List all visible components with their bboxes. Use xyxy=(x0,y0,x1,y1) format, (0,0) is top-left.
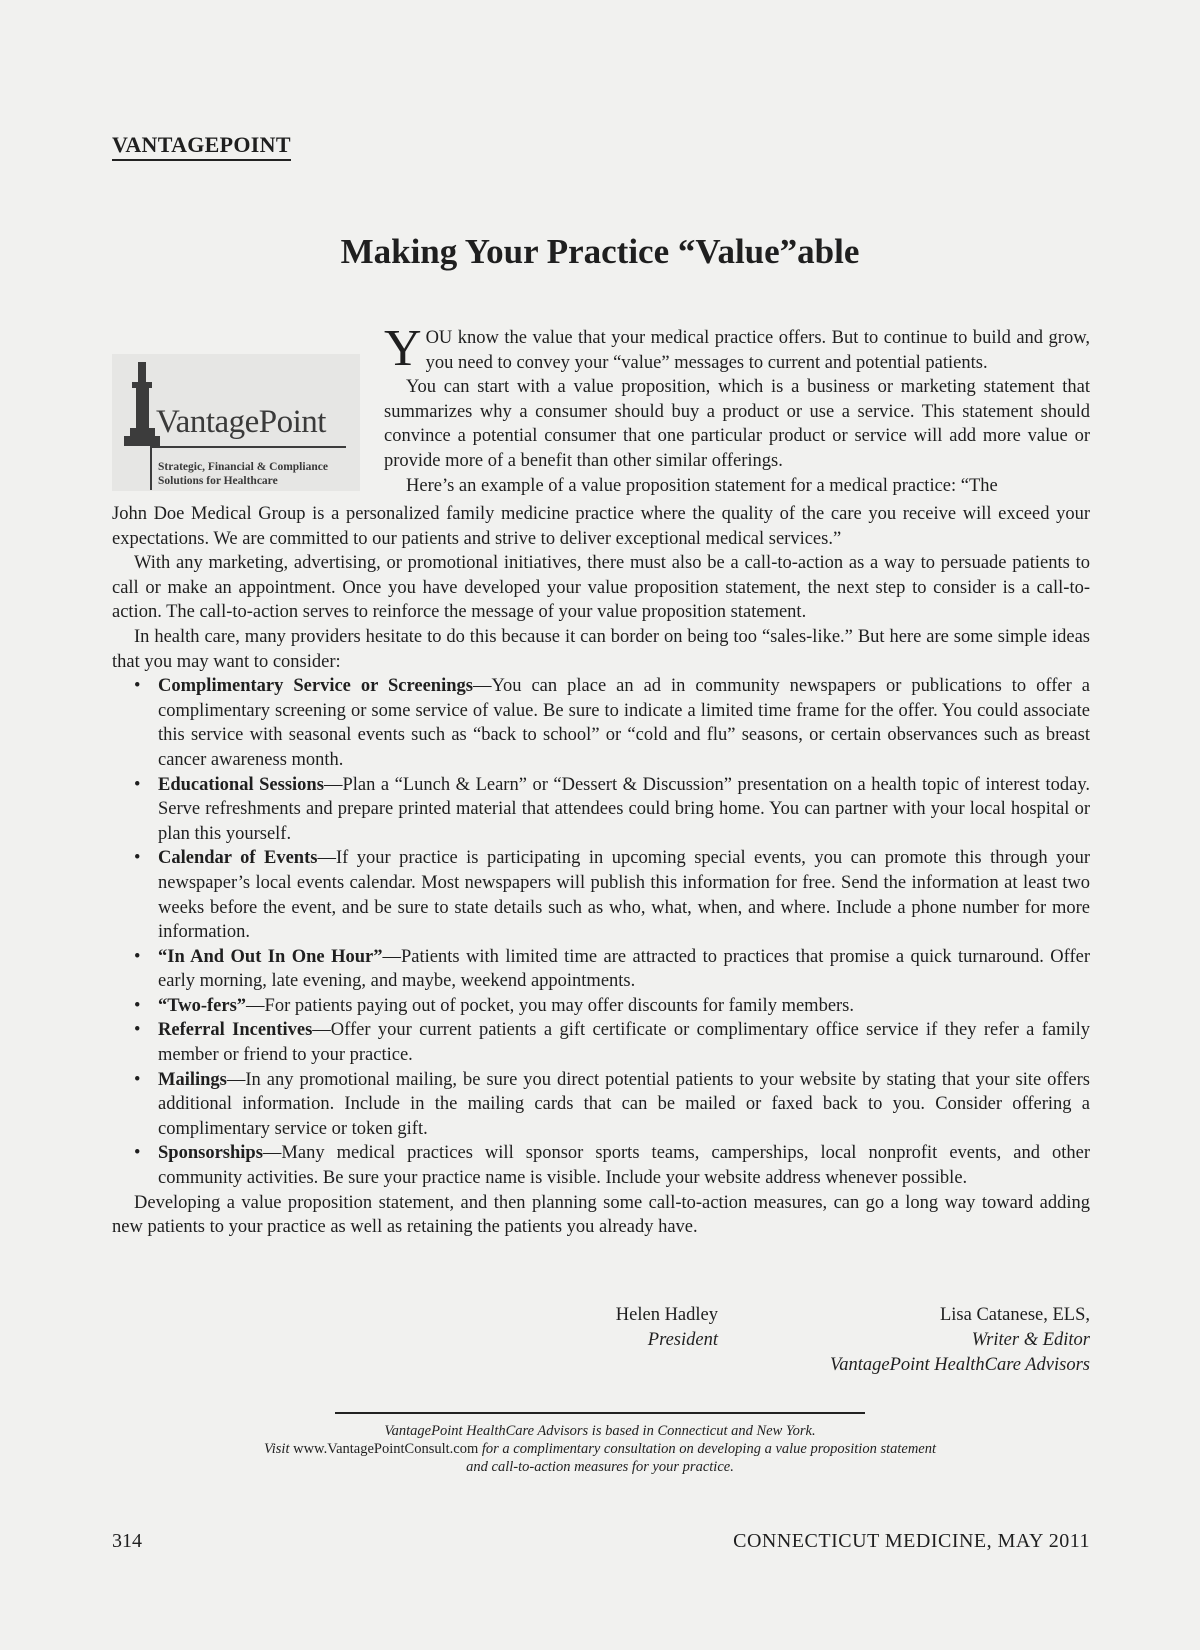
list-item-text: —In any promotional mailing, be sure you direct potential patients to your website by stating that your site offers additional information. Include in the mailing cards that can be mailed or faxed back to you. Consider offering a complimentary service or token gift. xyxy=(158,1069,1090,1139)
list-item-term: “Two-fers” xyxy=(158,995,247,1016)
list-item xyxy=(134,773,1091,847)
list-item xyxy=(134,994,1090,1019)
footnote-divider xyxy=(335,1412,865,1414)
list-item-term: Sponsorships xyxy=(158,1143,263,1164)
signature-president xyxy=(616,1303,718,1353)
intro-paragraph-2: You can start with a value proposition, which is a business or marketing statement that summarizes why a consumer should buy a product or use a service. This statement should convince a potential consumer that one particular product or service will add more value or provide more of a benefit than other similar offerings. xyxy=(384,377,1090,471)
intro-paragraph-1 xyxy=(384,320,1090,377)
bullet-icon: • xyxy=(134,946,141,967)
list-item xyxy=(134,674,1090,772)
logo-tagline-line2: Solutions for Healthcare xyxy=(158,475,278,487)
body-paragraph-3-continued: John Doe Medical Group is a personalized family medicine practice where the quality of the care you receive will exceed your expectations. We are committed to our patients and strive to deliver exceptional medical services.” xyxy=(112,504,1090,549)
journal-footer: CONNECTICUT MEDICINE, MAY 2011 xyxy=(733,1530,1090,1552)
logo-wordmark: VantagePoint xyxy=(156,404,326,440)
body-paragraph-4: With any marketing, advertising, or promotional initiatives, there must also be a call-to-action as a way to persuade patients to call or make an appointment. Once you have developed your value proposition statement, the next step to consider is a call-to-action. The call-to-action serves to reinforce the message of your value proposition statement. xyxy=(112,553,1090,623)
list-item-term: Mailings xyxy=(158,1069,227,1090)
signature-role: Writer & Editor xyxy=(971,1330,1090,1350)
list-item-text: —You can place an ad in community newspapers or publications to offer a complimentary screening or some service of value. Be sure to indicate a limited time frame for the offer. You could associate this service with seasonal events such as “back to school” or “cold and flu” seasons, or certain observances such as breast cancer awareness month. xyxy=(158,676,1090,770)
list-item-text: —If your practice is participating in upcoming special events, you can promote this through your newspaper’s local events calendar. Most newspapers will publish this information for free. Send the information at least two weeks before the event, and be sure to state details such as who, what, when, and where. Include a phone number for more information. xyxy=(158,848,1090,943)
signature-name: Lisa Catanese, ELS, xyxy=(939,1305,1090,1325)
list-item xyxy=(134,1141,1090,1190)
bullet-icon: • xyxy=(134,774,141,795)
page-number: 314 xyxy=(112,1530,142,1552)
list-item-term: Referral Incentives xyxy=(158,1020,313,1041)
intro-column xyxy=(384,320,1090,498)
list-item-text: —For patients paying out of pocket, you may offer discounts for family members. xyxy=(246,995,855,1016)
list-item-text: —Offer your current patients a gift certificate or complimentary office service if they refer a family member or friend to your practice. xyxy=(158,1020,1090,1066)
list-item-text: —Patients with limited time are attracted to practices that promise a quick turnaround. Offer early morning, late evening, and maybe, weekend appointments. xyxy=(158,946,1090,992)
vantagepoint-logo xyxy=(112,354,360,491)
logo-tagline-line1: Strategic, Financial & Compliance xyxy=(158,461,328,473)
website-link[interactable]: www.VantagePointConsult.com xyxy=(293,1441,479,1457)
article-body xyxy=(112,502,1090,1240)
list-item-term: Educational Sessions xyxy=(158,774,324,795)
footnote xyxy=(150,1422,1050,1476)
bullet-icon: • xyxy=(134,676,141,697)
footnote-line-2-rest: for a complimentary consultation on developing a value proposition statement xyxy=(481,1441,937,1457)
bullet-icon: • xyxy=(134,995,141,1016)
list-item-term: “In And Out In One Hour” xyxy=(158,946,383,967)
signature-organization: VantagePoint HealthCare Advisors xyxy=(829,1355,1090,1375)
list-item-text: —Many medical practices will sponsor sports teams, camperships, local nonprofit events, and other community activities. Be sure your practice name is visible. Include your website address whenever possible. xyxy=(158,1143,1090,1189)
list-item xyxy=(134,1068,1090,1142)
intro-paragraph-3-start: Here’s an example of a value proposition statement for a medical practice: “The xyxy=(406,475,998,496)
list-item xyxy=(134,945,1090,994)
logo-tagline xyxy=(158,460,328,488)
intro-paragraph-1-text: OU know the value that your medical practice offers. But to continue to build and grow, you need to convey your “value” messages to current and potential patients. xyxy=(425,328,1090,373)
article-title: Making Your Practice “Value”able xyxy=(340,232,860,271)
list-item xyxy=(134,1018,1090,1067)
bullet-icon: • xyxy=(134,1143,141,1164)
signature-editor xyxy=(830,1303,1090,1378)
list-item-term: Calendar of Events xyxy=(158,848,318,869)
list-item xyxy=(134,846,1090,944)
list-item-term: Complimentary Service or Screenings xyxy=(158,676,473,697)
footnote-line-1: VantagePoint HealthCare Advisors is based in Connecticut and New York. xyxy=(384,1423,816,1439)
bullet-icon: • xyxy=(134,848,141,869)
body-paragraph-5: In health care, many providers hesitate to do this because it can border on being too “sales-like.” But here are some simple ideas that you may want to consider: xyxy=(112,626,1090,672)
section-label: VANTAGEPOINT xyxy=(112,132,291,161)
closing-paragraph: Developing a value proposition statement, and then planning some call-to-action measures, can go a long way toward adding new patients to your practice as well as retaining the patients you already have. xyxy=(112,1192,1090,1238)
drop-cap: Y xyxy=(384,320,422,377)
signature-name: Helen Hadley xyxy=(615,1305,718,1325)
signature-role: President xyxy=(647,1330,718,1350)
bullet-icon: • xyxy=(134,1069,141,1090)
list-item-text: —Plan a “Lunch & Learn” or “Dessert & Discussion” presentation on a health topic of interest today. Serve refreshments and prepare printed material that attendees could bring home. You can partner with your local hospital or plan this yourself. xyxy=(158,774,1091,844)
footnote-line-3: and call-to-action measures for your practice. xyxy=(466,1459,734,1475)
ideas-list xyxy=(112,674,1090,1190)
footnote-line-2 xyxy=(150,1440,1050,1458)
footnote-visit: Visit xyxy=(263,1441,290,1457)
bullet-icon: • xyxy=(134,1020,141,1041)
